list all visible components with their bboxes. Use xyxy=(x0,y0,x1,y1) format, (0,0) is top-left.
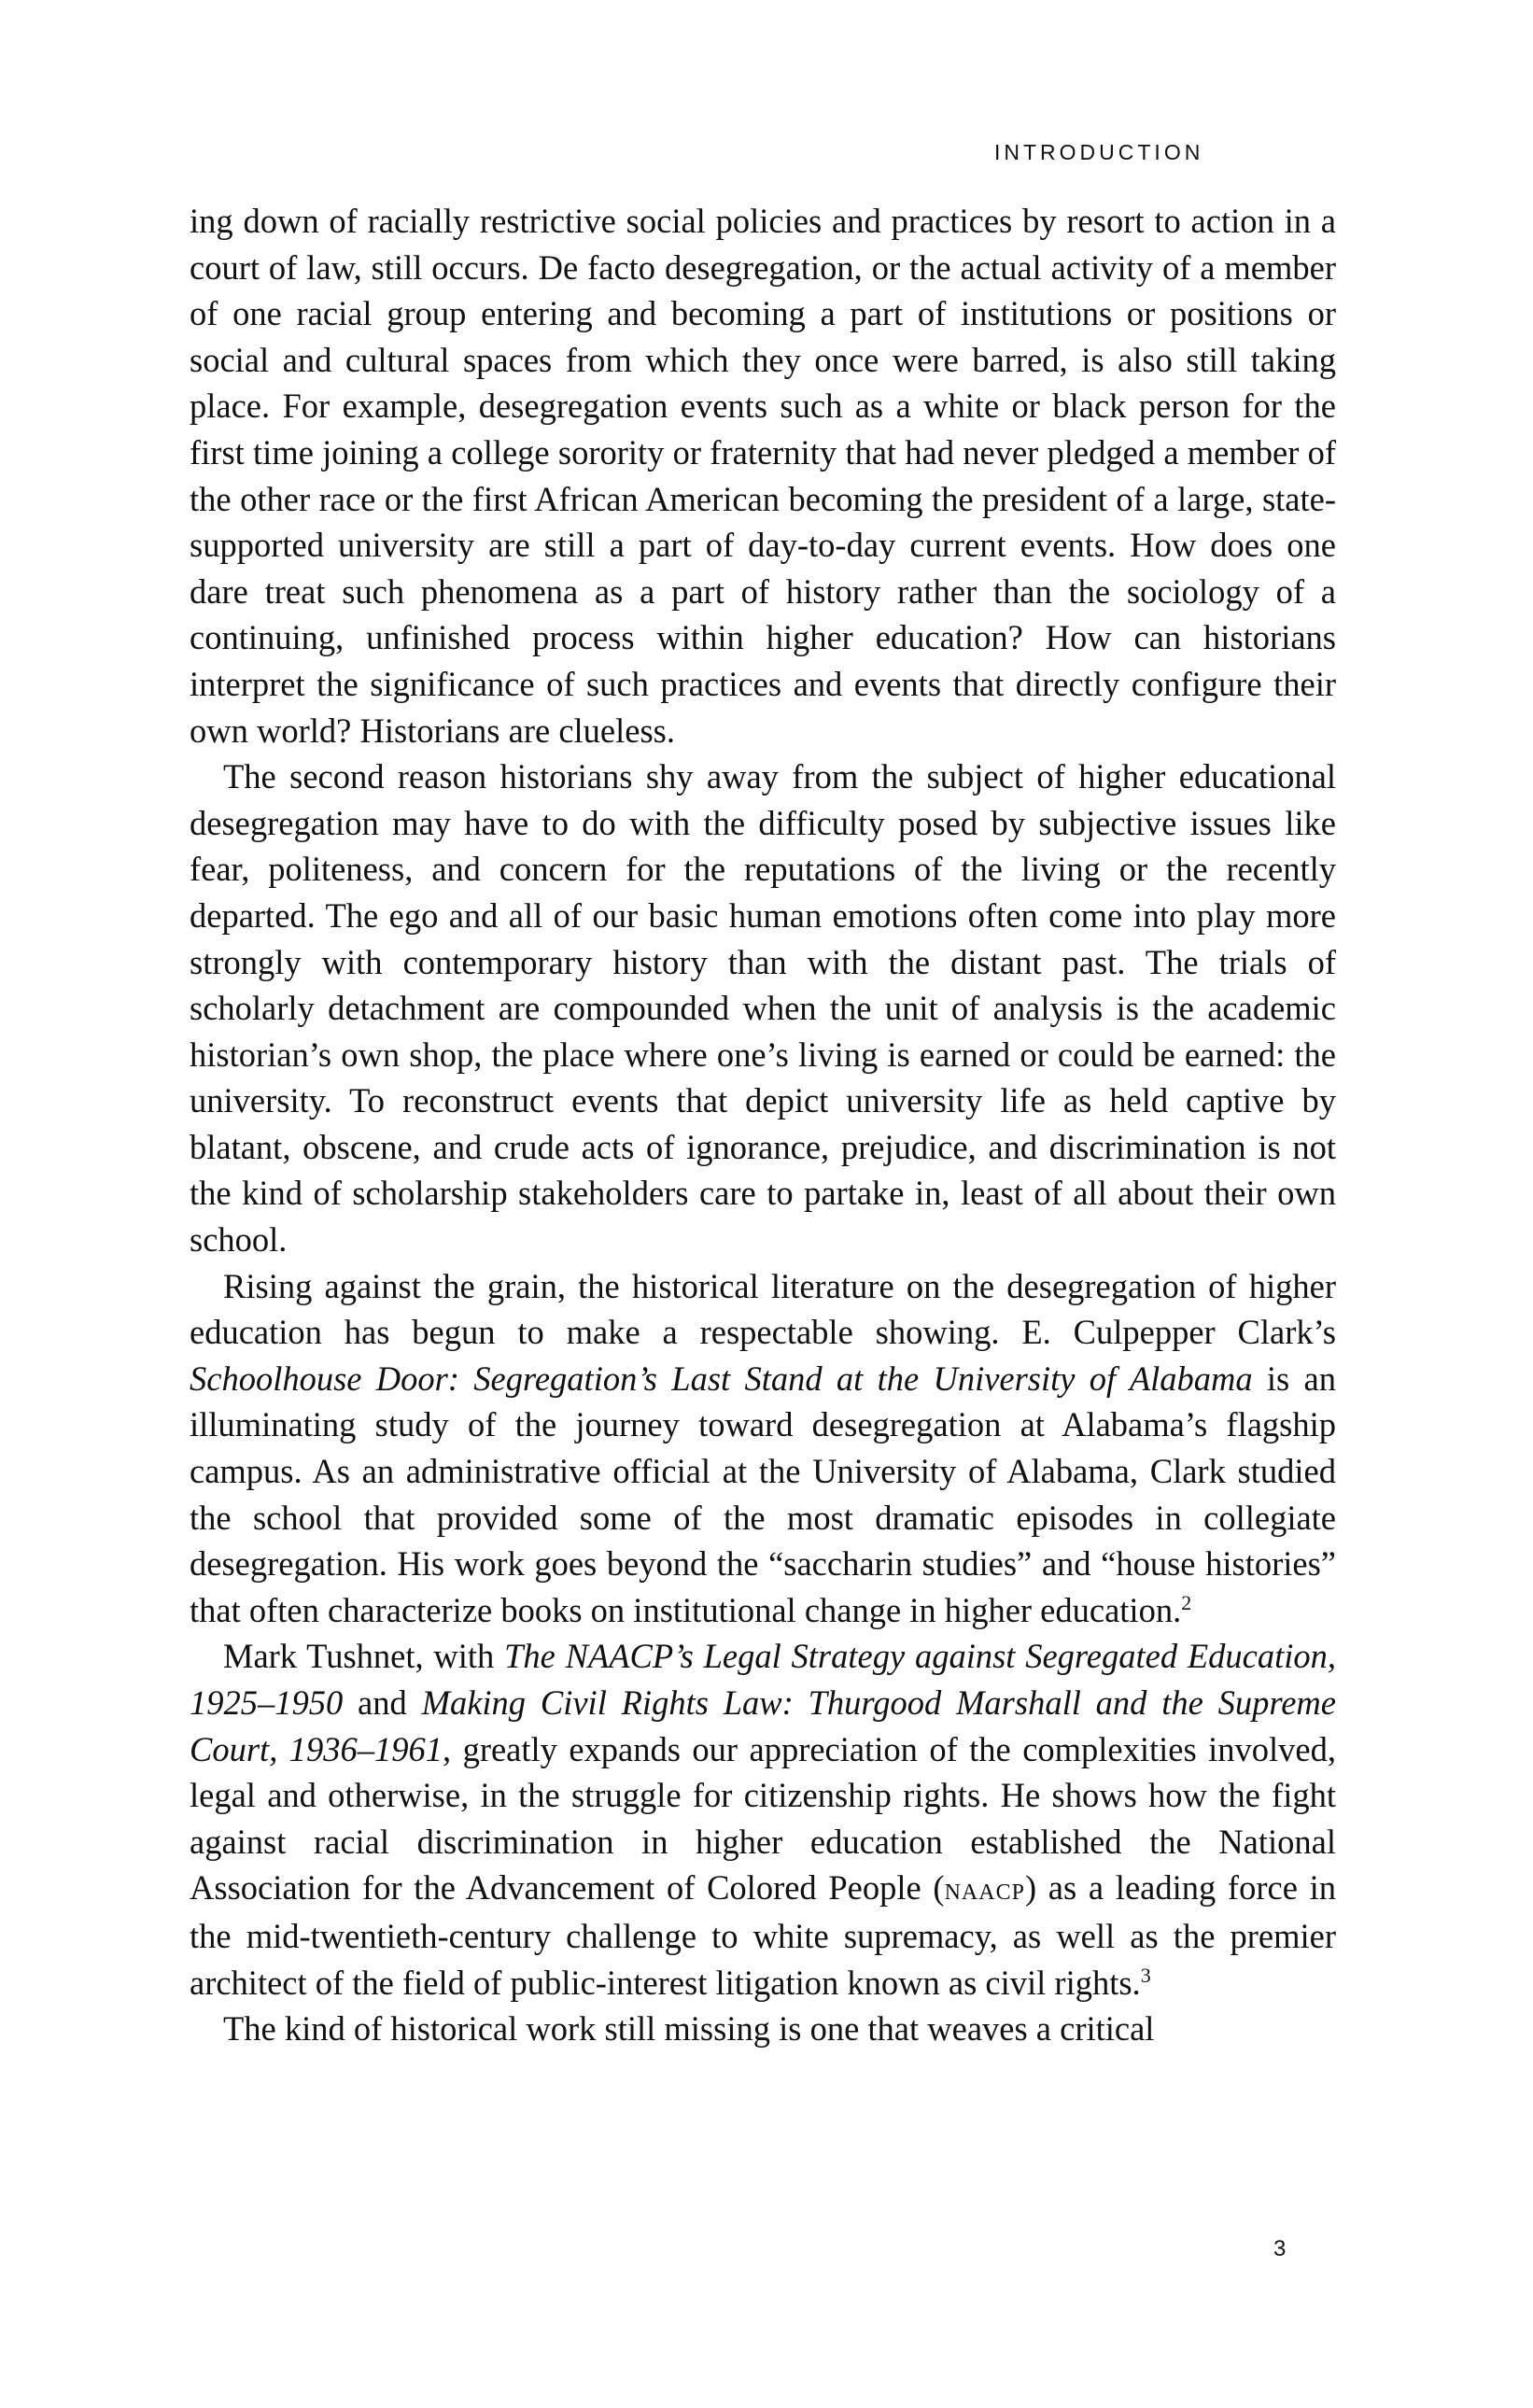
book-title-naacp-legal-strategy: The NAACP’s Legal Strategy against Segregated Education, 1925–1950 xyxy=(190,1637,1336,1722)
paragraph-4-text-a: Mark Tushnet, with xyxy=(223,1637,505,1676)
body-text xyxy=(190,198,1336,2052)
paragraph-5: The kind of historical work still missing is one that weaves a critical xyxy=(223,2009,1155,2049)
book-title-schoolhouse-door: Schoolhouse Door: Segregation’s Last Stand at the University of Alabama xyxy=(190,1359,1253,1398)
paragraph-4 xyxy=(190,1633,1336,2006)
page-number: 3 xyxy=(1273,2236,1287,2261)
paragraph-3-text-c: is an illuminating study of the journey toward desegregation at Alabama’s flagship campus. As an administrative official at the University of Alabama, Clark studied the school that provided some of the most dramatic episodes in collegiate desegregation. His work goes beyond the “saccharin studies” and “house histories” that often characterize books on institutional change in higher education. xyxy=(190,1359,1336,1629)
footnote-marker: 2 xyxy=(1181,1590,1192,1614)
paragraph-3 xyxy=(190,1263,1336,1634)
paragraph-4-text-g: ) as a leading force in the mid-twentieth-century challenge to white supremacy, as well as the premier architect of the field of public-interest litigation known as civil rights. xyxy=(190,1868,1336,2002)
paragraph-1: ing down of racially restrictive social policies and practices by resort to action in a court of law, still occurs. De facto desegregation, or the actual activity of a member of one racial group entering and becoming a part of institutions or positions or social and cultural spaces from which they once were barred, is also still taking place. For example, desegregation events such as a white or black person for the first time joining a college sorority or fraternity that had never pledged a member of the other race or the first African American becoming the president of a large, state-supported university are still a part of day-to-day current events. How does one dare treat such phenomena as a part of history rather than the sociology of a continuing, unfinished process within higher education? How can historians interpret the significance of such practices and events that directly configure their own world? Historians are clueless. xyxy=(190,202,1336,750)
paragraph-3-text-a: Rising against the grain, the historical literature on the desegregation of higher education has begun to make a respectable showing. E. Culpepper Clark’s xyxy=(190,1266,1336,1352)
paragraph-4-text-c: and xyxy=(343,1683,422,1722)
naacp-abbreviation: naacp xyxy=(944,1872,1025,1908)
book-title-making-civil-rights-law: Making Civil Rights Law: Thurgood Marshall and the Supreme Court, 1936–1961 xyxy=(190,1683,1336,1768)
paragraph-4-text-e: , greatly expands our appreciation of the complexities involved, legal and otherwise, in the struggle for citizenship rights. He shows how the fight against racial discrimination in higher education established the National Association for the Advancement of Colored People ( xyxy=(190,1729,1336,1908)
running-head: INTRODUCTION xyxy=(994,140,1204,164)
footnote-marker: 3 xyxy=(1140,1963,1151,1987)
paragraph-2: The second reason historians shy away from the subject of higher educational desegregation may have to do with the difficulty posed by subjective issues like fear, politeness, and concern for the reputations of the living or the recently departed. The ego and all of our basic human emotions often come into play more strongly with contemporary history than with the distant past. The trials of scholarly detachment are compounded when the unit of analysis is the academic historian’s own shop, the place where one’s living is earned or could be earned: the university. To reconstruct events that depict university life as held captive by blatant, obscene, and crude acts of ignorance, prejudice, and discrimination is not the kind of scholarship stakeholders care to partake in, least of all about their own school. xyxy=(190,757,1336,1260)
